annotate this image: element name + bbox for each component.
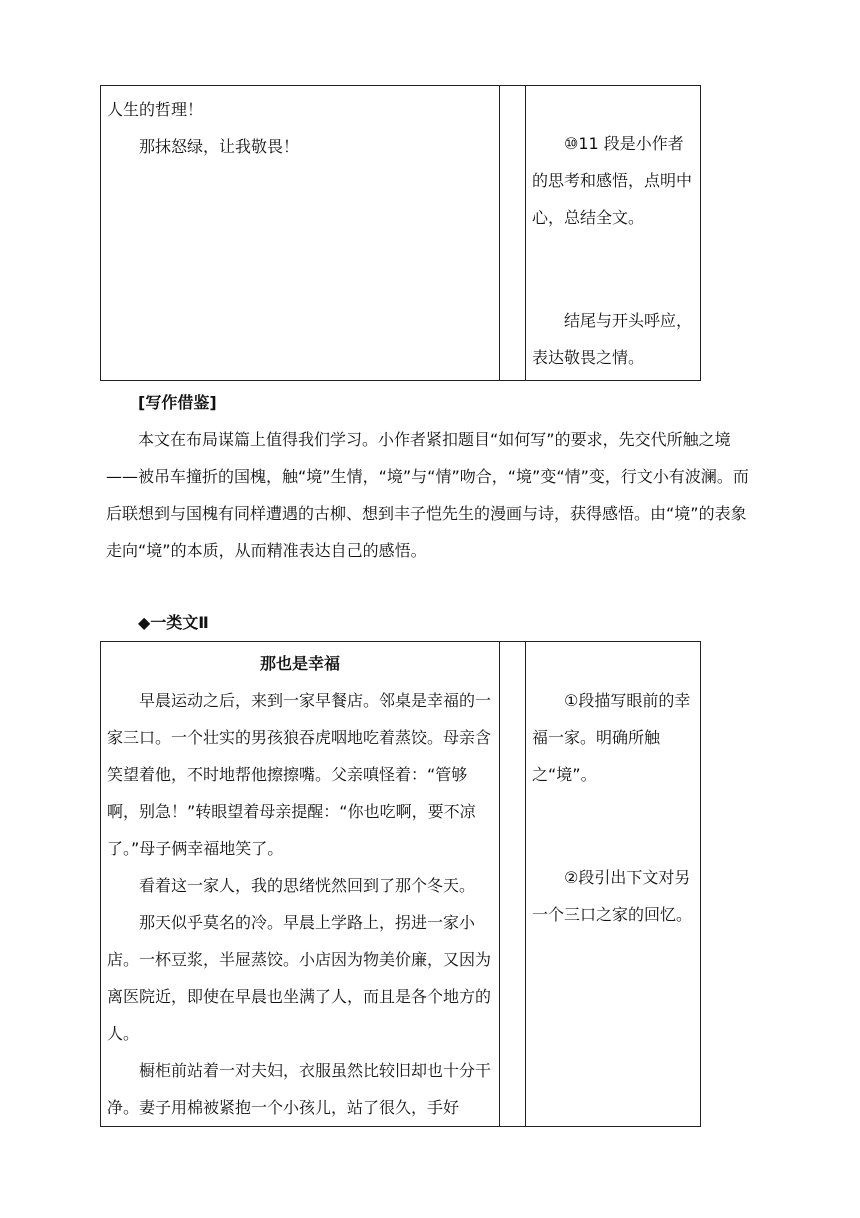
- essay-paragraph: 橱柜前站着一对夫妇，衣服虽然比较旧却也十分干净。妻子用棉被紧抱一个小孩儿，站了很久，手好: [107, 1061, 492, 1117]
- annotation-note: 结尾与开头呼应，表达敬畏之情。: [532, 311, 693, 367]
- essay-paragraph: 早晨运动之后，来到一家早餐店。邻桌是幸福的一家三口。一个壮实的男孩狼吞虎咽地吃着蒸饺。母亲含笑望着他，不时地帮他擦擦嘴。父亲嗔怪着：“管够啊，别急！”转眼望着母亲提醒：“你也吃啊，要不凉了。”母子俩幸福地笑了。: [107, 691, 492, 858]
- section-heading: ◆一类文Ⅱ: [138, 613, 209, 632]
- annotation-note: ②段引出下文对另一个三口之家的回忆。: [532, 868, 693, 924]
- essay-title: 那也是幸福: [259, 654, 340, 673]
- essay-paragraph: 那天似乎莫名的冷。早晨上学路上，拐进一家小店。一杯豆浆，半屉蒸饺。小店因为物美价廉，又因为离医院近，即使在早晨也坐满了人，而且是各个地方的人。: [107, 913, 492, 1043]
- essay-paragraph: 人生的哲理！: [107, 100, 204, 119]
- analysis-table-1: [100, 85, 701, 381]
- annotation-note: ⑩11 段是小作者的思考和感悟，点明中心，总结全文。: [532, 134, 693, 227]
- appreciation-body: 本文在布局谋篇上值得我们学习。小作者紧扣题目“如何写”的要求，先交代所触之境——被吊车撞折的国槐，触“境”生情，“境”与“情”吻合，“境”变“情”变，行文小有波澜。而后联想到与国槐有同样遭遇的古柳、想到丰子恺先生的漫画与诗，获得感悟。由“境”的表象走向“境”的本质，从而精准表达自己的感悟。: [106, 430, 749, 560]
- essay-text-cell: [101, 86, 500, 381]
- essay-paragraph: 那抹怒绿，让我敬畏！: [139, 137, 300, 156]
- essay-text-cell: [101, 642, 500, 1127]
- annotation-cell: [526, 86, 701, 381]
- spacer-cell: [500, 642, 526, 1127]
- spacer-cell: [500, 86, 526, 381]
- annotation-cell: [526, 642, 701, 1127]
- analysis-table-2: [100, 641, 701, 1127]
- appreciation-heading: [写作借鉴]: [138, 393, 217, 412]
- essay-paragraph: 看着这一家人，我的思绪恍然回到了那个冬天。: [139, 876, 476, 895]
- annotation-note: ①段描写眼前的幸福一家。明确所触之“境”。: [532, 691, 691, 784]
